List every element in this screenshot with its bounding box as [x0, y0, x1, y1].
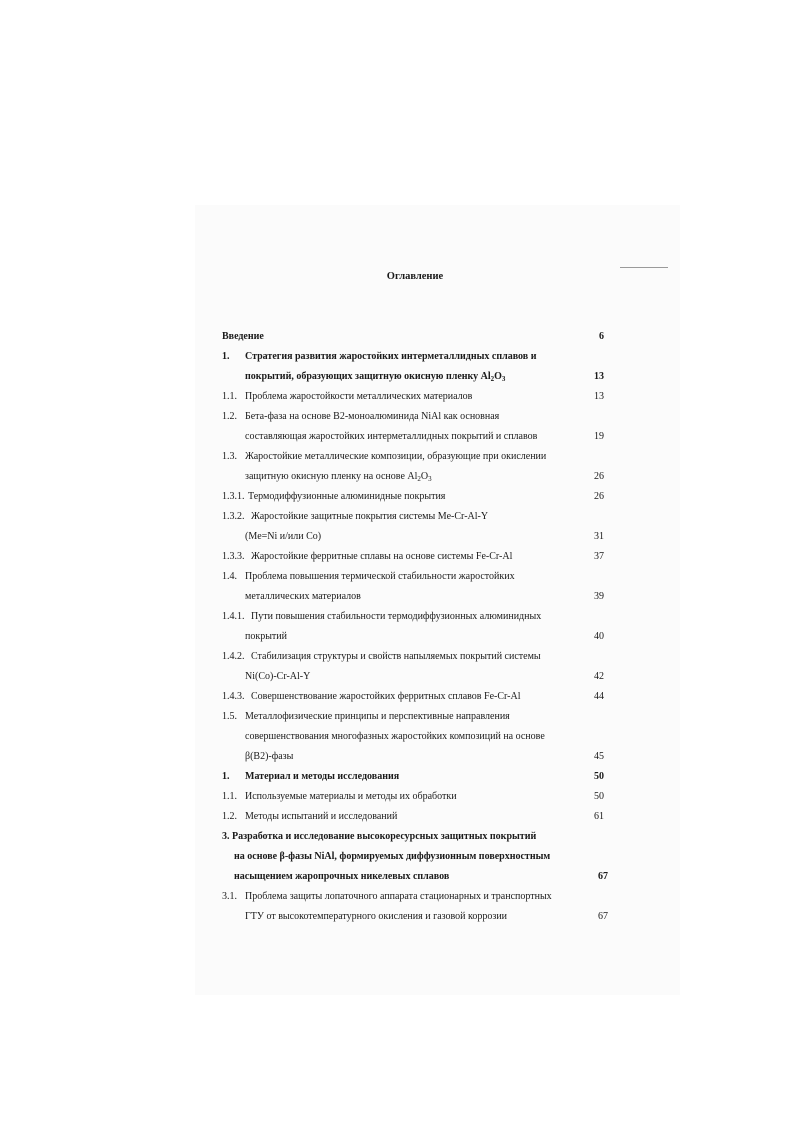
toc-entry-text: Проблема жаростойкости металлических материалов [245, 391, 473, 402]
page-number: 13 [594, 391, 604, 402]
toc-entry-number: 3.1. [222, 891, 237, 902]
page-number: 37 [594, 551, 604, 562]
toc-entry-number: 1.3.3. [222, 551, 245, 562]
toc-entry-text: на основе β-фазы NiAl, формируемых диффузионным поверхностным [234, 851, 551, 862]
toc-entry-text: Совершенствование жаростойких ферритных сплавов Fe-Cr-Al [251, 691, 521, 702]
toc-entry-text: Стабилизация структуры и свойств напыляемых покрытий системы [251, 651, 541, 662]
toc-entry-text: Стратегия развития жаростойких интерметаллидных сплавов и [245, 351, 537, 362]
toc-entry-text: покрытий [245, 631, 288, 642]
toc-entry-number: 1.3.1. [222, 491, 245, 502]
toc-entry-number: 1.4.3. [222, 691, 245, 702]
toc-entry-text: Жаростойкие защитные покрытия системы Me-Cr-Al-Y [251, 511, 489, 522]
page-number: 50 [594, 771, 604, 782]
toc-entry-text: металлических материалов [245, 591, 361, 602]
page-number: 67 [598, 871, 608, 882]
page-number: 13 [594, 371, 604, 382]
page-number: 39 [594, 591, 604, 602]
toc-entry-text: Бета-фаза на основе B2-моноалюминида NiAl как основная [245, 411, 500, 422]
toc-entry-text: Металлофизические принципы и перспективные направления [245, 711, 510, 722]
toc-entry-text: защитную окисную пленку на основе $Al_2O_3$ [245, 471, 432, 483]
toc-entry-text: ГТУ от высокотемпературного окисления и газовой коррозии [245, 911, 508, 922]
toc-entry-text: (Me=Ni и/или Co) [245, 531, 322, 542]
scan-mark [620, 267, 668, 268]
toc-entry-text: Жаростойкие ферритные сплавы на основе системы Fe-Cr-Al [251, 551, 513, 562]
toc-entry-text: покрытий, образующих защитную окисную пленку $Al_2O_3$ [245, 371, 506, 383]
toc-entry-number: 1.3.2. [222, 511, 245, 522]
toc-entry-number: 1.5. [222, 711, 237, 722]
toc-entry-text: Проблема повышения термической стабильности жаростойких [245, 571, 515, 582]
toc-entry-text: насыщением жаропрочных никелевых сплавов [234, 871, 450, 882]
toc-entry-text: Жаростойкие металлические композиции, образующие при окислении [245, 451, 547, 462]
toc-entry-number: 1.1. [222, 391, 237, 402]
page-number: 40 [594, 631, 604, 642]
toc-entry-intro: Введение [222, 331, 264, 342]
page-number: 42 [594, 671, 604, 682]
toc-entry-number: 1.4.1. [222, 611, 245, 622]
toc-entry-number: 1. [222, 351, 230, 362]
toc-entry-number: 1.4.2. [222, 651, 245, 662]
toc-entry-number: 1.2. [222, 811, 237, 822]
toc-entry-text: Термодиффузионные алюминидные покрытия [248, 491, 446, 502]
page-number: 26 [594, 491, 604, 502]
page-number: 45 [594, 751, 604, 762]
toc-entry-text: Используемые материалы и методы их обработки [245, 791, 457, 802]
toc-entry-text: 3. Разработка и исследование высокоресурсных защитных покрытий [222, 831, 537, 842]
toc-entry-number: 1. [222, 771, 230, 782]
toc-entry-number: 1.3. [222, 451, 237, 462]
page-number: 50 [594, 791, 604, 802]
toc-entry-text: Методы испытаний и исследований [245, 811, 398, 822]
page-number: 31 [594, 531, 604, 542]
toc-entry-number: 1.1. [222, 791, 237, 802]
toc-entry-text: Пути повышения стабильности термодиффузионных алюминидных [251, 611, 542, 622]
page-number: 67 [598, 911, 608, 922]
page-number: 6 [599, 331, 604, 342]
toc-entry-text: Проблема защиты лопаточного аппарата стационарных и транспортных [245, 891, 552, 902]
toc-entry-text: β(B2)-фазы [245, 751, 294, 762]
toc-entry-number: 1.4. [222, 571, 237, 582]
page-number: 61 [594, 811, 604, 822]
page-number: 44 [594, 691, 604, 702]
toc-entry-text: совершенствования многофазных жаростойких композиций на основе [245, 731, 545, 742]
page-number: 19 [594, 431, 604, 442]
toc-entry-text: составляющая жаростойких интерметаллидных покрытий и сплавов [245, 431, 538, 442]
toc-entry-text: Ni(Co)-Cr-Al-Y [245, 671, 311, 682]
toc-entry-text: Материал и методы исследования [245, 771, 400, 782]
toc-entry-number: 1.2. [222, 411, 237, 422]
page-number: 26 [594, 471, 604, 482]
toc-title: Оглавление [386, 271, 444, 282]
